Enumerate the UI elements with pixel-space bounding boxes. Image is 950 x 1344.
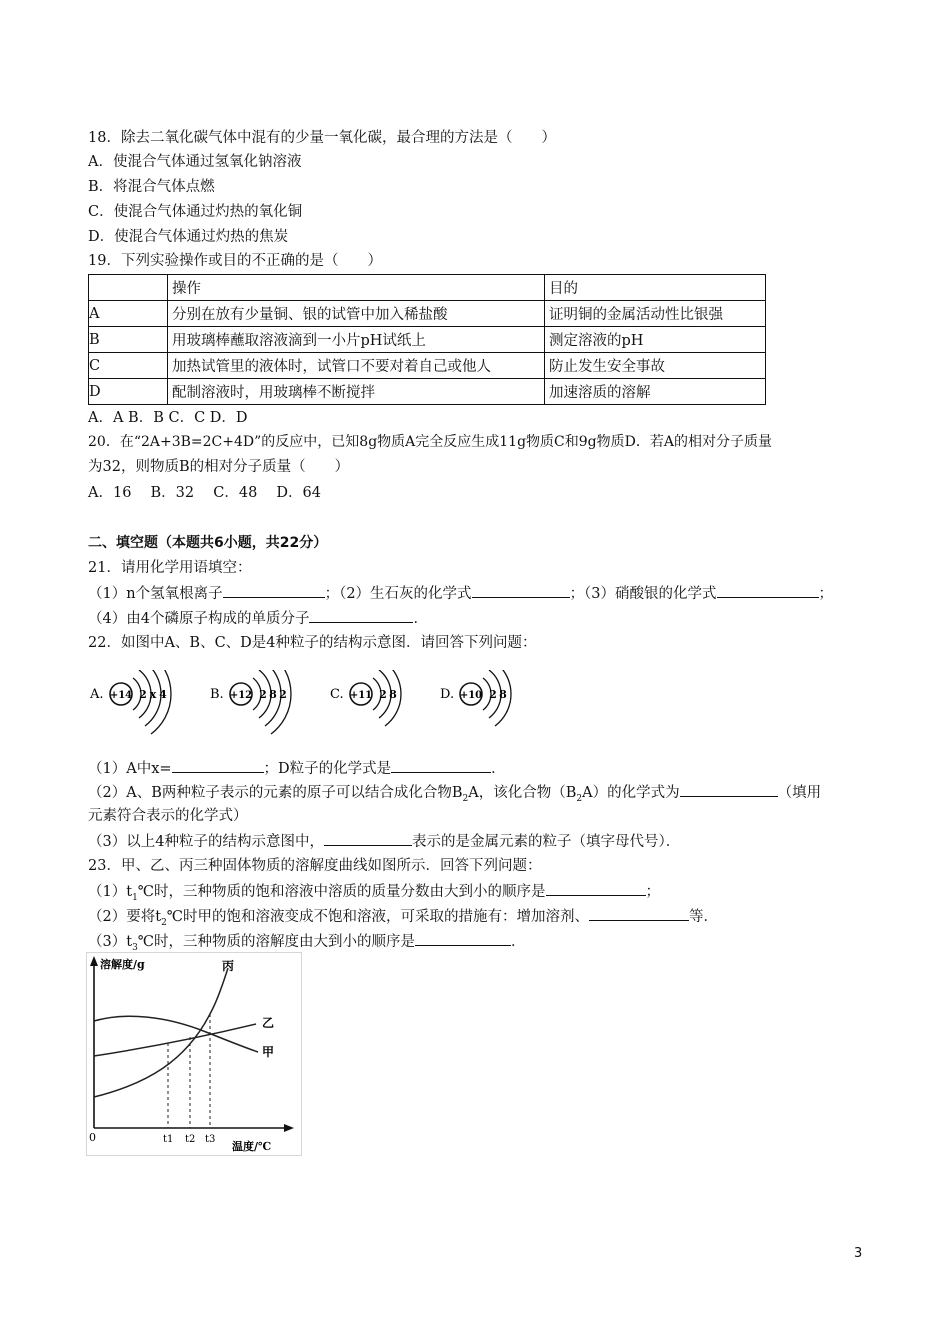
q20-line1: 20．在“2A+3B=2C+4D”的反应中，已知8g物质A完全反应生成11g物质C和9g物质D．若A的相对分子质量	[88, 434, 772, 450]
q23-sub1-end: ；	[645, 884, 661, 900]
electron-count: x	[149, 688, 157, 701]
q18-option-b: B．将混合气体点燃	[88, 179, 215, 195]
q21-part1: （1）n个氢氧根离子	[88, 586, 223, 602]
q22-sub2-d: （填用	[777, 785, 822, 801]
q19-table	[88, 274, 766, 405]
table-cell: 防止发生安全事故	[545, 353, 766, 379]
electron-count: 8	[499, 688, 507, 701]
table-cell: 操作	[168, 275, 545, 301]
atom-diagram	[440, 670, 540, 750]
subscript: 3	[132, 942, 138, 953]
x-tick-label: t3	[205, 1134, 216, 1145]
q22-sub1-end: ．	[491, 761, 506, 777]
electron-shell-arc	[151, 670, 171, 734]
q23-sub2-b: ℃时甲的饱和溶液变成不饱和溶液，可采取的措施有：增加溶剂、	[166, 909, 590, 925]
answer-blank[interactable]	[172, 758, 264, 773]
x-tick-label: t1	[163, 1134, 174, 1145]
q22-sub2-a: （2）A、B两种粒子表示的元素的原子可以结合成化合物B	[88, 785, 463, 801]
series-label-jia: 甲	[262, 1045, 275, 1059]
x-axis-label: 温度/℃	[232, 1140, 272, 1153]
table-cell: 用玻璃棒蘸取溶液滴到一小片pH试纸上	[168, 327, 545, 353]
q21-part2: ；（2）生石灰的化学式	[324, 586, 472, 602]
q22-sub1	[88, 758, 506, 779]
q22-sub3-b: 表示的是金属元素的粒子（填字母代号）．	[411, 834, 681, 850]
q21-part4-end: ．	[413, 611, 428, 627]
origin-label: 0	[89, 1131, 96, 1144]
subscript: 2	[576, 793, 583, 804]
table-cell	[89, 275, 168, 301]
answer-blank[interactable]	[589, 906, 689, 921]
series-label-yi: 乙	[262, 1016, 275, 1030]
q23-sub1-b: ℃时，三种物质的饱和溶液中溶质的质量分数由大到小的顺序是	[137, 884, 546, 900]
table-cell: 加热试管里的液体时，试管口不要对着自己或他人	[168, 353, 545, 379]
nucleus-charge: +10	[459, 690, 483, 701]
answer-blank[interactable]	[309, 608, 413, 623]
q22-sub2	[88, 782, 821, 809]
electron-count: 2	[259, 688, 267, 701]
table-cell: A	[89, 301, 168, 327]
table-cell: D	[89, 379, 168, 405]
answer-blank[interactable]	[223, 583, 325, 598]
table-row	[89, 327, 766, 353]
q23-sub3-end: ．	[511, 934, 526, 950]
table-row	[89, 353, 766, 379]
table-cell: 配制溶液时，用玻璃棒不断搅拌	[168, 379, 545, 405]
atom-label: B.	[210, 687, 224, 702]
atom-label: D.	[440, 687, 455, 702]
answer-blank[interactable]	[391, 758, 491, 773]
q22-sub1-b: ；D粒子的化学式是	[263, 761, 392, 777]
nucleus-charge: +11	[349, 690, 373, 701]
table-cell: C	[89, 353, 168, 379]
q22-sub1-a: （1）A中x=	[88, 761, 172, 777]
atom-diagram	[330, 670, 430, 750]
page-number: 3	[854, 1246, 863, 1261]
q22-sub2-b: A，该化合物（B	[468, 785, 577, 801]
electron-count: 8	[269, 688, 277, 701]
electron-count: 4	[159, 688, 167, 701]
q23-sub2-end: 等．	[689, 909, 719, 925]
series-label-bing: 丙	[222, 959, 235, 973]
q18-stem: 18．除去二氧化碳气体中混有的少量一氧化碳，最合理的方法是（ ）	[88, 130, 556, 146]
q21-stem: 21．请用化学用语填空：	[88, 560, 252, 576]
y-axis-label: 溶解度/g	[100, 958, 145, 971]
answer-blank[interactable]	[546, 881, 646, 896]
table-row	[89, 301, 766, 327]
table-row	[89, 379, 766, 405]
electron-shell-arc	[271, 670, 291, 734]
section-title: 二、填空题（本题共6小题，共22分）	[88, 535, 328, 551]
atom-diagram	[90, 670, 190, 750]
subscript: 1	[132, 892, 138, 903]
q23-sub3-a: （3）t	[88, 934, 133, 950]
q22-stem: 22．如图中A、B、C、D是4种粒子的结构示意图．请回答下列问题：	[88, 635, 537, 651]
electron-count: 2	[279, 688, 287, 701]
q19-stem: 19．下列实验操作或目的不正确的是（ ）	[88, 253, 382, 269]
atom-diagram	[210, 670, 310, 750]
atom-label: C.	[330, 687, 344, 702]
nucleus-charge: +14	[109, 690, 133, 701]
q22-sub3-a: （3）以上4种粒子的结构示意图中，	[88, 834, 324, 850]
atom-label: A.	[90, 687, 104, 702]
q20-line2: 为32，则物质B的相对分子质量（ ）	[88, 459, 350, 475]
q18-option-d: D．使混合气体通过灼热的焦炭	[88, 229, 289, 245]
answer-blank[interactable]	[680, 782, 778, 797]
q22-sub3	[88, 831, 680, 852]
subscript: 2	[462, 793, 469, 804]
q18-option-c: C．使混合气体通过灼热的氧化铜	[88, 204, 303, 220]
q21-line2	[88, 608, 428, 629]
q21-part4: （4）由4个磷原子构成的单质分子	[88, 611, 310, 627]
x-tick-label: t2	[185, 1134, 196, 1145]
answer-blank[interactable]	[717, 583, 819, 598]
q22-sub2-c: A）的化学式为	[582, 785, 680, 801]
answer-blank[interactable]	[415, 931, 511, 946]
q21-part3-end: ；	[818, 586, 834, 602]
table-cell: 加速溶质的溶解	[545, 379, 766, 405]
q23-sub3-b: ℃时，三种物质的溶解度由大到小的顺序是	[137, 934, 416, 950]
nucleus-charge: +12	[229, 690, 253, 701]
q18-option-a: A．使混合气体通过氢氧化钠溶液	[88, 154, 302, 170]
electron-count: 2	[379, 688, 387, 701]
electron-count: 2	[489, 688, 497, 701]
electron-count: 2	[139, 688, 147, 701]
solubility-chart	[86, 952, 302, 1156]
electron-count: 8	[389, 688, 397, 701]
q23-sub2	[88, 906, 718, 933]
q22-sub2-line2: 元素符合表示的化学式）	[88, 808, 248, 824]
table-cell: B	[89, 327, 168, 353]
answer-blank[interactable]	[472, 583, 570, 598]
q23-sub2-a: （2）要将t	[88, 909, 162, 925]
answer-blank[interactable]	[324, 831, 412, 846]
table-cell: 分别在放有少量铜、银的试管中加入稀盐酸	[168, 301, 545, 327]
q20-options: A．16 B．32 C．48 D．64	[88, 485, 321, 501]
q23-stem: 23．甲、乙、丙三种固体物质的溶解度曲线如图所示．回答下列问题：	[88, 858, 542, 874]
q19-options: A．A B．B C．C D．D	[88, 410, 248, 426]
table-header-row	[89, 275, 766, 301]
table-cell: 目的	[545, 275, 766, 301]
q21-part3: ；（3）硝酸银的化学式	[569, 586, 717, 602]
q23-sub1	[88, 881, 660, 908]
table-cell: 测定溶液的pH	[545, 327, 766, 353]
table-cell: 证明铜的金属活动性比银强	[545, 301, 766, 327]
subscript: 2	[161, 917, 167, 928]
q23-sub1-a: （1）t	[88, 884, 133, 900]
q21-line1	[88, 583, 833, 604]
